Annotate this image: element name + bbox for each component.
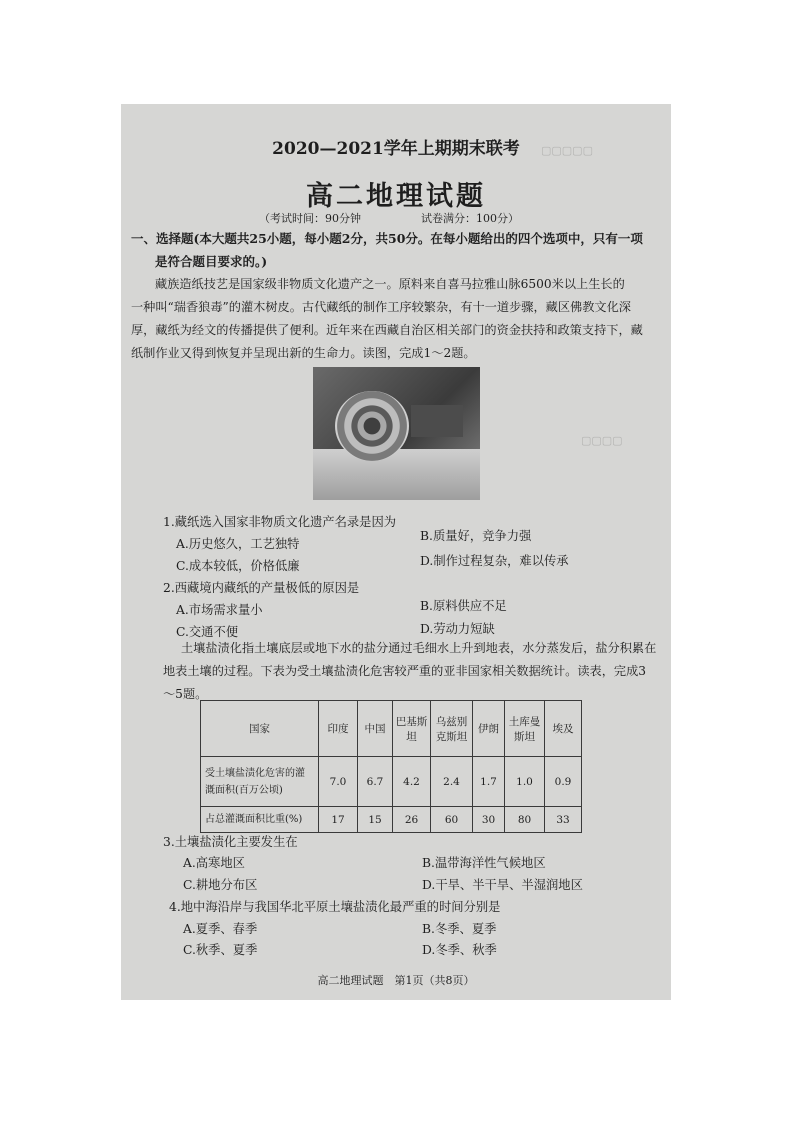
q2-option-d: D.劳动力短缺: [420, 622, 495, 636]
table-cell: 7.0: [319, 757, 358, 807]
exam-score: 试卷满分：100分）: [421, 212, 519, 225]
dark-block: [411, 405, 463, 437]
table-header: 土库曼斯坦: [505, 701, 545, 757]
table-cell: 1.0: [505, 757, 545, 807]
table-cell: 1.7: [473, 757, 505, 807]
section-heading: 一、选择题(本大题共25小题，每小题2分，共50分。在每小题给出的四个选项中，只有一项: [131, 231, 643, 246]
table-row: [201, 757, 582, 807]
table-header: 中国: [358, 701, 393, 757]
passage-line: ～5题。: [163, 687, 208, 701]
passage-line: 纸制作业又得到恢复并呈现出新的生命力。读图，完成1～2题。: [131, 346, 476, 360]
question-2-stem: 2.西藏境内藏纸的产量极低的原因是: [163, 581, 360, 595]
bleed-through-text: ▢▢▢▢: [581, 434, 623, 447]
passage-line: 土壤盐渍化指土壤底层或地下水的盐分通过毛细水上升到地表，水分蒸发后，盐分积累在: [181, 641, 657, 655]
table-cell: 4.2: [393, 757, 431, 807]
q1-option-a: A.历史悠久，工艺独特: [176, 537, 300, 551]
exam-title: 2020—2021学年上期期末联考: [272, 139, 520, 159]
q1-option-b: B.质量好，竞争力强: [420, 529, 532, 543]
row-label: 占总灌溉面积比重(%): [201, 807, 319, 833]
table-cell: 0.9: [545, 757, 582, 807]
tibetan-paper-photo: [313, 367, 480, 500]
q3-option-b: B.温带海洋性气候地区: [422, 856, 546, 870]
table-cell: 30: [473, 807, 505, 833]
exam-page: [121, 104, 671, 1000]
table-cell: 80: [505, 807, 545, 833]
paper-sheets: [313, 449, 480, 500]
q2-option-c: C.交通不便: [176, 625, 239, 639]
table-cell: 60: [431, 807, 473, 833]
q4-option-a: A.夏季、春季: [183, 922, 258, 936]
page-footer: 高二地理试题 第1页（共8页）: [317, 974, 475, 987]
passage-line: 地表土壤的过程。下表为受土壤盐渍化危害较严重的亚非国家相关数据统计。读表，完成3: [163, 664, 647, 678]
q3-option-d: D.干旱、半干旱、半湿润地区: [422, 878, 583, 892]
section-heading-cont: 是符合题目要求的。): [155, 254, 268, 269]
table-header: 伊朗: [473, 701, 505, 757]
table-header: 印度: [319, 701, 358, 757]
row-label: 受土壤盐渍化危害的灌溉面积(百万公顷): [201, 757, 319, 807]
q4-option-b: B.冬季、夏季: [422, 922, 497, 936]
exam-time: （考试时间：90分钟: [259, 212, 361, 225]
question-1-stem: 1.藏纸选入国家非物质文化遗产名录是因为: [163, 515, 397, 529]
table-header: 国家: [201, 701, 319, 757]
passage-line: 一种叫“瑞香狼毒”的灌木树皮。古代藏纸的制作工序较繁杂，有十一道步骤，藏区佛教文化深: [131, 300, 631, 314]
q1-option-c: C.成本较低，价格低廉: [176, 559, 300, 573]
table-cell: 15: [358, 807, 393, 833]
table-cell: 26: [393, 807, 431, 833]
q3-option-c: C.耕地分布区: [183, 878, 258, 892]
table-header: 埃及: [545, 701, 582, 757]
salinization-table: [200, 700, 582, 833]
table-header: 巴基斯坦: [393, 701, 431, 757]
passage-line: 藏族造纸技艺是国家级非物质文化遗产之一。原料来自喜马拉雅山脉6500米以上生长的: [155, 277, 625, 291]
question-3-stem: 3.土壤盐渍化主要发生在: [163, 835, 298, 849]
question-4-stem: 4.地中海沿岸与我国华北平原土壤盐渍化最严重的时间分别是: [169, 900, 501, 914]
bleed-through-text: ▢▢▢▢▢: [541, 144, 593, 157]
q2-option-b: B.原料供应不足: [420, 599, 507, 613]
table-header-row: [201, 701, 582, 757]
table-row: [201, 807, 582, 833]
q1-option-d: D.制作过程复杂，难以传承: [420, 554, 569, 568]
subject-title: 高二地理试题: [306, 181, 486, 212]
table-cell: 33: [545, 807, 582, 833]
table-cell: 17: [319, 807, 358, 833]
q2-option-a: A.市场需求量小: [176, 603, 263, 617]
passage-line: 厚，藏纸为经文的传播提供了便利。近年来在西藏自治区相关部门的资金扶持和政策支持下，藏: [131, 323, 643, 337]
q4-option-d: D.冬季、秋季: [422, 943, 497, 957]
paper-roll: [335, 391, 409, 461]
q3-option-a: A.高寒地区: [183, 856, 245, 870]
q4-option-c: C.秋季、夏季: [183, 943, 258, 957]
table-cell: 2.4: [431, 757, 473, 807]
table-header: 乌兹别克斯坦: [431, 701, 473, 757]
table-cell: 6.7: [358, 757, 393, 807]
